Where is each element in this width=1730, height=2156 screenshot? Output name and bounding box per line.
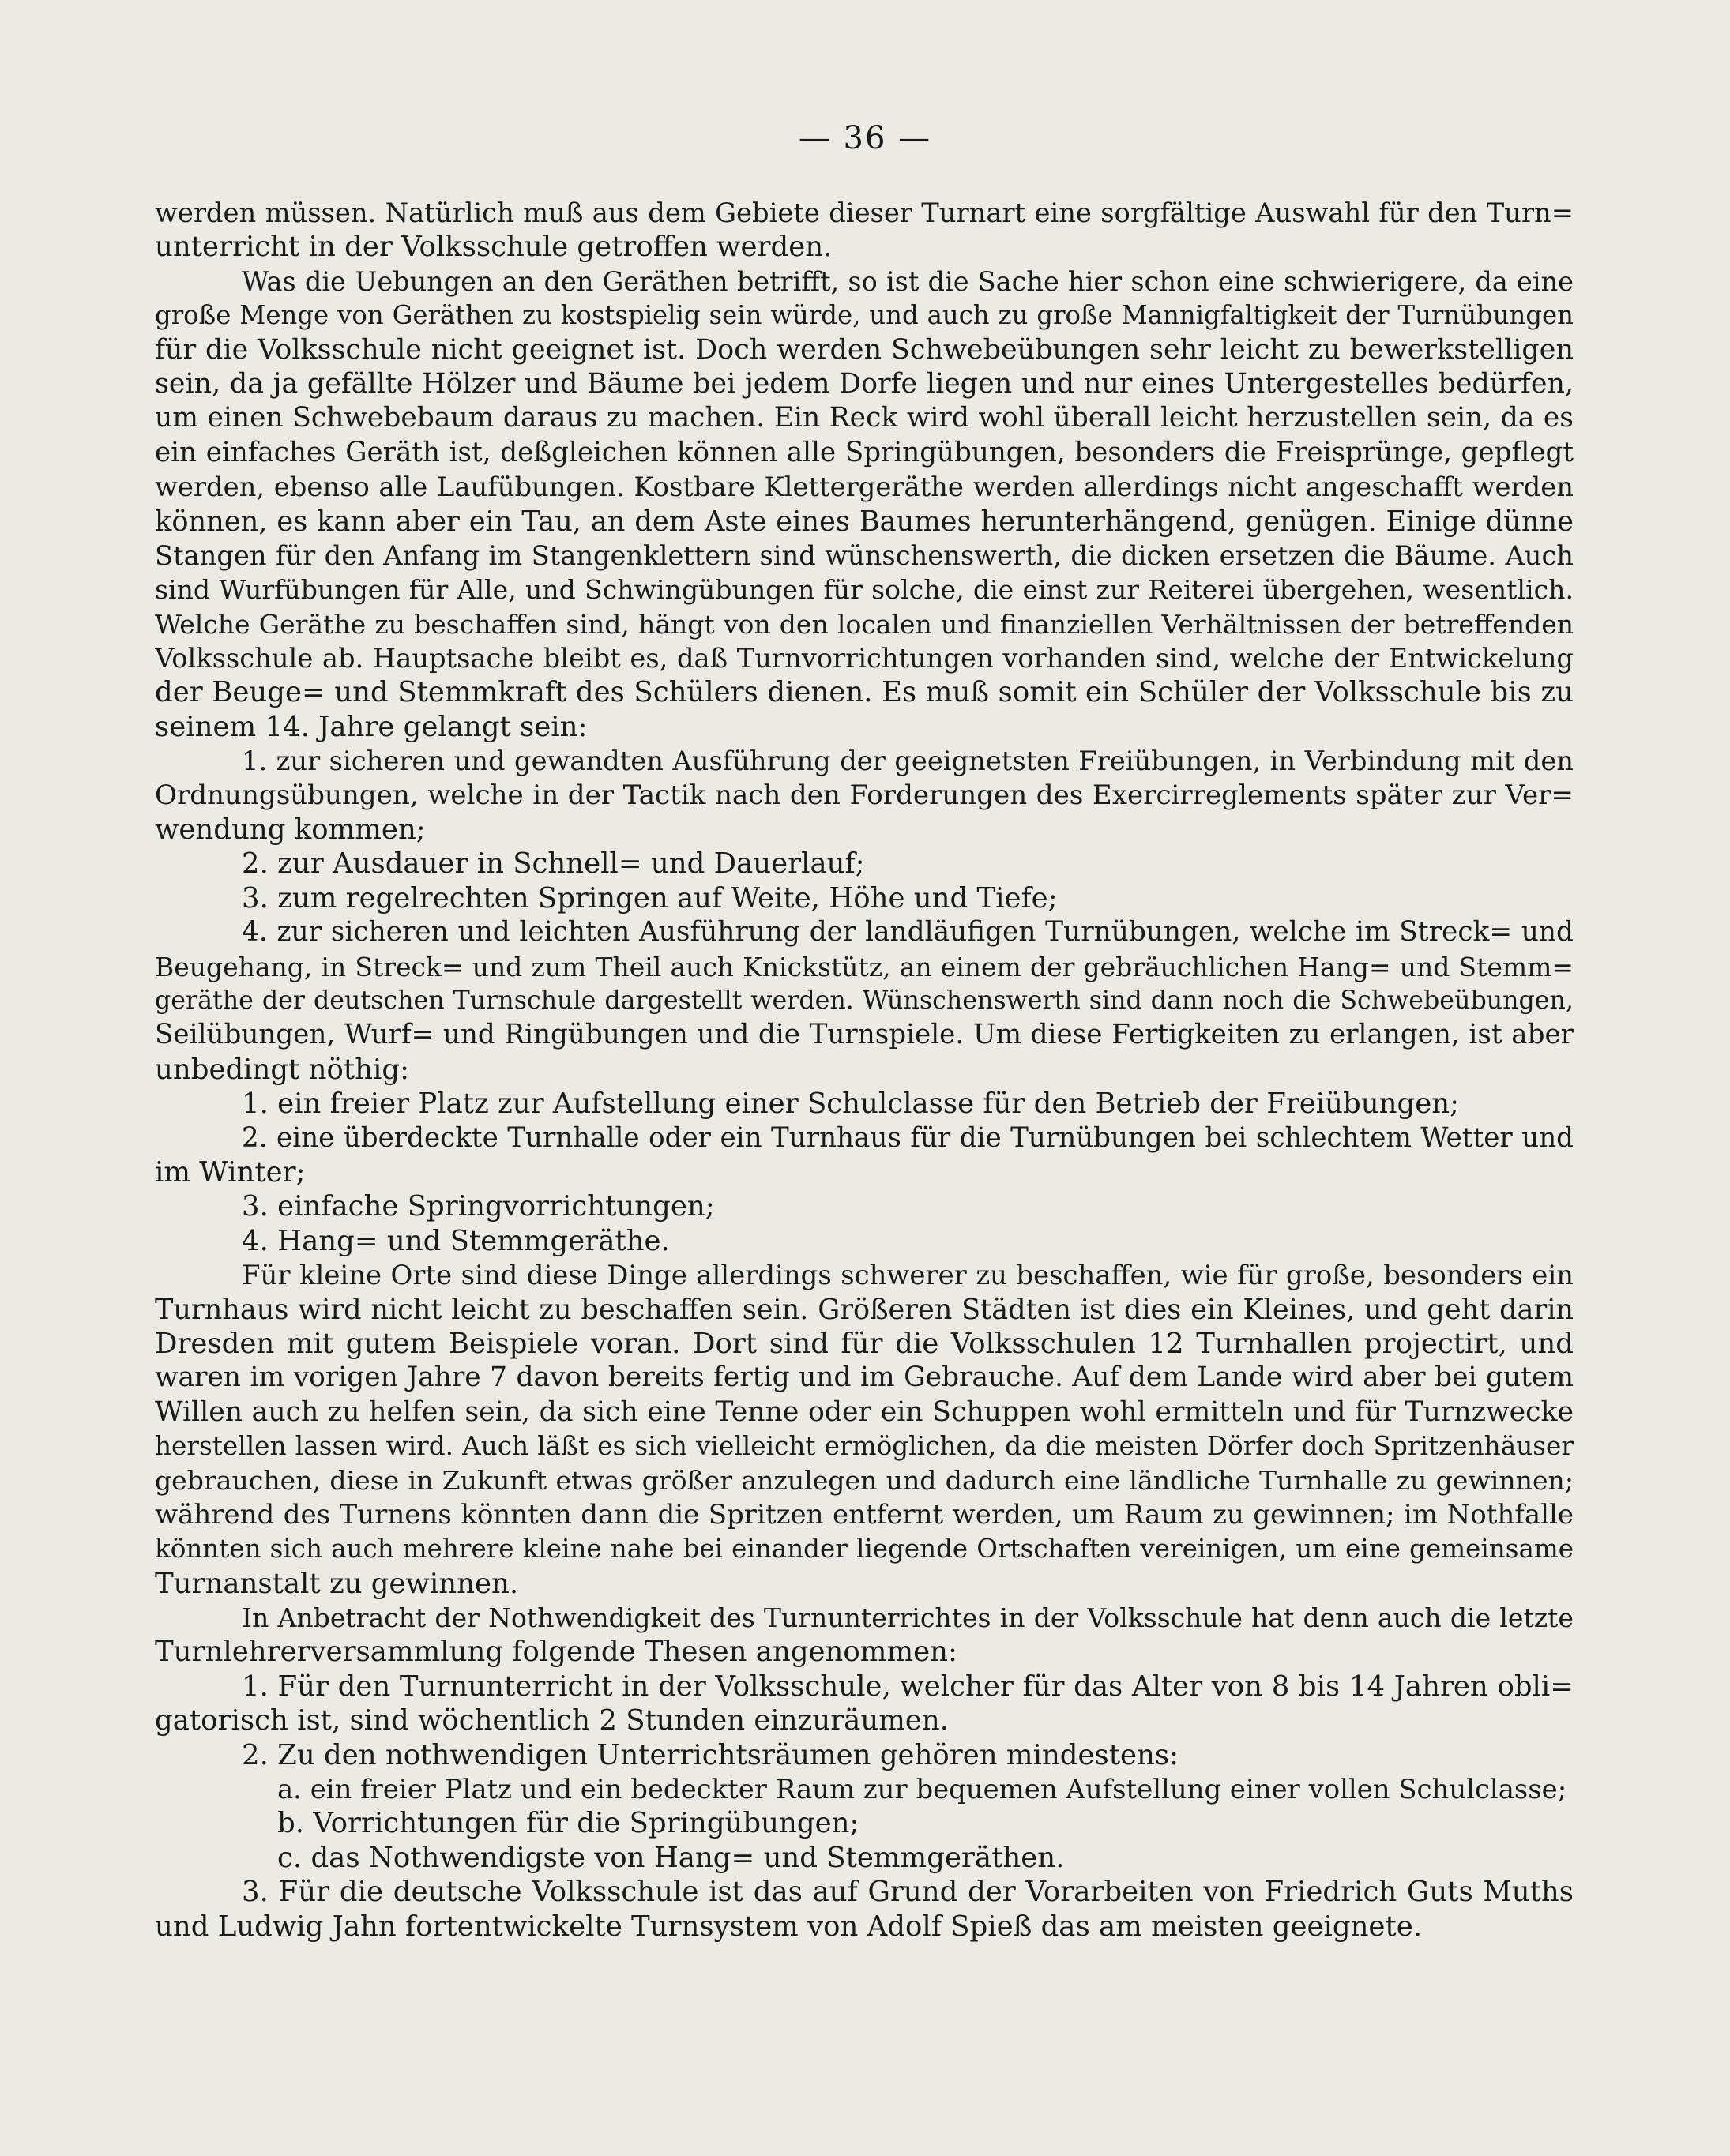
text-line: Für kleine Orte sind diese Dinge allerdings schwerer zu beschaffen, wie für große, besonders ein bbox=[242, 1260, 1574, 1291]
text-line: waren im vorigen Jahre 7 davon bereits fertig und im Gebrauche. Auf dem Lande wird aber bei gutem bbox=[155, 1362, 1574, 1394]
text-line: und Ludwig Jahn fortentwickelte Turnsystem von Adolf Spieß das am meisten geeignete. bbox=[155, 1910, 1423, 1943]
text-line: können, es kann aber ein Tau, an dem Aste eines Baumes herunterhängend, genügen. Einige dünne bbox=[155, 505, 1574, 538]
list-item: b. Vorrichtungen für die Springübungen; bbox=[277, 1807, 859, 1840]
text-line: gatorisch ist, sind wöchentlich 2 Stunden einzuräumen. bbox=[155, 1704, 950, 1737]
text-line: für die Volksschule nicht geeignet ist. Doch werden Schwebeübungen sehr leicht zu bewerkstelligen bbox=[155, 333, 1574, 366]
list-item: 1. zur sicheren und gewandten Ausführung der geeignetsten Freiübungen, in Verbindung mit den bbox=[242, 746, 1574, 777]
text-line: gebrauchen, diese in Zukunft etwas größer anzulegen und dadurch eine ländliche Turnhalle zu gewinnen; bbox=[155, 1465, 1574, 1497]
text-line: große Menge von Geräthen zu kostspielig sein würde, und auch zu große Mannigfaltigkeit der Turnübungen bbox=[155, 300, 1574, 331]
page-number: — 36 — bbox=[798, 120, 932, 156]
text-line: Stangen für den Anfang im Stangenklettern sind wünschenswerth, die dicken ersetzen die Bäume. Auch bbox=[155, 539, 1574, 571]
text-line: unterricht in der Volksschule getroffen werden. bbox=[155, 231, 833, 264]
text-line: werden, ebenso alle Laufübungen. Kostbare Klettergeräthe werden allerdings nicht angeschafft werden bbox=[155, 471, 1574, 503]
list-item: 2. Zu den nothwendigen Unterrichtsräumen gehören mindestens: bbox=[242, 1738, 1179, 1771]
text-line: Welche Geräthe zu beschaffen sind, hängt von den localen und finanziellen Verhältnissen der betreffenden bbox=[155, 608, 1574, 640]
text-line: Turnhaus wird nicht leicht zu beschaffen sein. Größeren Städten ist dies ein Kleines, und geht darin bbox=[155, 1293, 1574, 1326]
text-line: Turnlehrerversammlung folgende Thesen angenommen: bbox=[155, 1636, 957, 1669]
list-item: 3. zum regelrechten Springen auf Weite, Höhe und Tiefe; bbox=[242, 881, 1058, 915]
text-line: Dresden mit gutem Beispiele voran. Dort sind für die Volksschulen 12 Turnhallen projectirt, und bbox=[155, 1327, 1574, 1360]
body-text bbox=[155, 196, 1574, 1944]
text-line: ein einfaches Geräth ist, deßgleichen können alle Springübungen, besonders die Freisprünge, gepflegt bbox=[155, 436, 1574, 468]
text-line: geräthe der deutschen Turnschule dargestellt werden. Wünschenswerth sind dann noch die Schwebeübungen, bbox=[155, 986, 1574, 1015]
text-line: im Winter; bbox=[155, 1155, 306, 1189]
list-item: 2. eine überdeckte Turnhalle oder ein Turnhaus für die Turnübungen bei schlechtem Wetter und bbox=[242, 1121, 1574, 1154]
text-line: Willen auch zu helfen sein, da sich eine Tenne oder ein Schuppen wohl ermitteln und für Turnzwecke bbox=[155, 1395, 1574, 1428]
list-item: a. ein freier Platz und ein bedeckter Raum zur bequemen Aufstellung einer vollen Schulclasse; bbox=[277, 1773, 1567, 1805]
text-line: werden müssen. Natürlich muß aus dem Gebiete dieser Turnart eine sorgfältige Auswahl für den Turn= bbox=[155, 197, 1574, 228]
text-line: unbedingt nöthig: bbox=[155, 1053, 410, 1086]
text-line: herstellen lassen wird. Auch läßt es sich vielleicht ermöglichen, da die meisten Dörfer doch Spritzenhäuser bbox=[155, 1431, 1574, 1462]
text-line: sind Wurfübungen für Alle, und Schwingübungen für solche, die einst zur Reiterei übergehen, wesentlich. bbox=[155, 574, 1574, 606]
text-line: wendung kommen; bbox=[155, 813, 426, 847]
text-line: Was die Uebungen an den Geräthen betrifft, so ist die Sache hier schon eine schwierigere, da eine bbox=[242, 265, 1574, 297]
text-line: während des Turnens könnten dann die Spritzen entfernt werden, um Raum zu gewinnen; im Nothfalle bbox=[155, 1498, 1574, 1531]
text-line: sein, da ja gefällte Hölzer und Bäume bei jedem Dorfe liegen und nur eines Untergestelles bedürfen, bbox=[155, 367, 1574, 400]
text-line: In Anbetracht der Nothwendigkeit des Turnunterrichtes in der Volksschule hat denn auch die letzte bbox=[242, 1602, 1574, 1634]
text-line: Ordnungsübungen, welche in der Tactik nach den Forderungen des Exercirreglements später zur Ver= bbox=[155, 779, 1574, 811]
list-item: 1. ein freier Platz zur Aufstellung einer Schulclasse für den Betrieb der Freiübungen; bbox=[242, 1087, 1460, 1121]
text-line: Beugehang, in Streck= und zum Theil auch Knickstütz, an einem der gebräuchlichen Hang= und Stemm= bbox=[155, 951, 1574, 982]
list-item: 2. zur Ausdauer in Schnell= und Dauerlauf; bbox=[242, 847, 865, 881]
text-line: um einen Schwebebaum daraus zu machen. Ein Reck wird wohl überall leicht herzustellen sein, da es bbox=[155, 402, 1574, 434]
text-line: könnten sich auch mehrere kleine nahe bei einander liegende Ortschaften vereinigen, um eine gemeinsame bbox=[155, 1534, 1574, 1564]
text-line: der Beuge= und Stemmkraft des Schülers dienen. Es muß somit ein Schüler der Volksschule bis zu bbox=[155, 676, 1574, 709]
list-item: 4. Hang= und Stemmgeräthe. bbox=[242, 1224, 670, 1257]
text-line: Volksschule ab. Hauptsache bleibt es, daß Turnvorrichtungen vorhanden sind, welche der Entwickelung bbox=[155, 643, 1574, 674]
text-line: Turnanstalt zu gewinnen. bbox=[155, 1567, 519, 1600]
text-line: seinem 14. Jahre gelangt sein: bbox=[155, 710, 588, 743]
list-item: c. das Nothwendigste von Hang= und Stemmgeräthen. bbox=[277, 1841, 1065, 1874]
list-item: 3. einfache Springvorrichtungen; bbox=[242, 1190, 715, 1223]
list-item: 1. Für den Turnunterricht in der Volksschule, welcher für das Alter von 8 bis 14 Jahren obli= bbox=[242, 1670, 1574, 1703]
list-item: 3. Für die deutsche Volksschule ist das auf Grund der Vorarbeiten von Friedrich Guts Muths bbox=[242, 1876, 1574, 1909]
list-item: 4. zur sicheren und leichten Ausführung der landläufigen Turnübungen, welche im Streck= und bbox=[242, 916, 1574, 948]
text-line: Seilübungen, Wurf= und Ringübungen und die Turnspiele. Um diese Fertigkeiten zu erlangen, ist aber bbox=[155, 1019, 1574, 1051]
